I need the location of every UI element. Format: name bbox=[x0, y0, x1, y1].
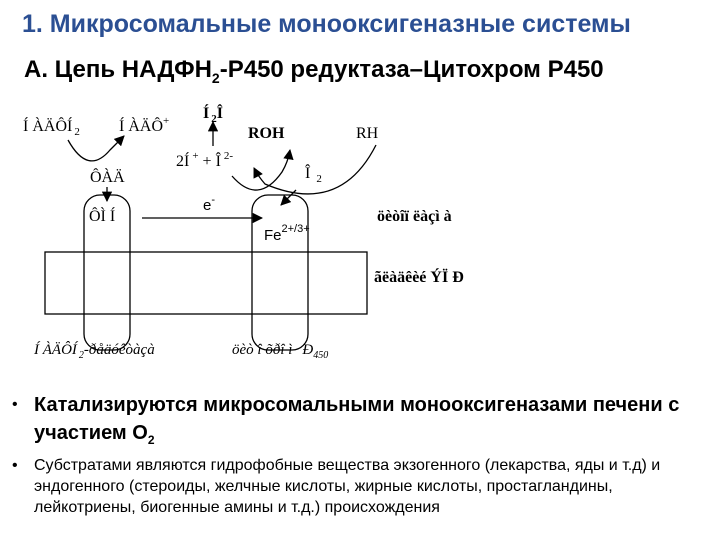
electron-label: e- bbox=[203, 194, 216, 214]
page-title: 1. Микросомальные монооксигеназные системы bbox=[22, 10, 631, 38]
nadph-label: Í ÀÄÔÍ $_2$ bbox=[23, 118, 80, 138]
bullet-text-subscript: 2 bbox=[147, 433, 155, 447]
subtitle-part-a: А. Цепь НАДФН bbox=[24, 56, 212, 83]
fad-label: ÔÀÄ bbox=[90, 169, 125, 186]
bullet-text: Субстратами являются гидрофобные вещества экзогенного (лекарства, яды и т.д) и эндогенного (стероиды, желчные кислоты, жирные кислоты, простагландины, лейкотриены, биогенные амины и т.д.) происхождения bbox=[34, 457, 661, 516]
substrate-arc bbox=[254, 145, 376, 194]
bullet-marker: • bbox=[12, 396, 18, 413]
nadp-label: Í ÀÄÔ+ bbox=[119, 115, 170, 135]
iron-label: $Fe^{2+/3+}$ bbox=[264, 223, 310, 244]
membrane bbox=[45, 252, 367, 314]
oxygen-label: Î $_2$ bbox=[305, 165, 322, 185]
subtitle-subscript: 2 bbox=[211, 69, 220, 86]
cytosol-label: öèòîï ëàçì à bbox=[377, 208, 452, 225]
membrane-label: ãëàäêèé ÝÏ Ð bbox=[374, 269, 464, 286]
bullet-text bbox=[34, 391, 704, 454]
bullet-text-main: Катализируются микросомальными монооксигеназами печени с участием О bbox=[34, 394, 680, 444]
fmn-label: ÔÌ Í bbox=[89, 208, 116, 225]
protons-arc bbox=[232, 150, 290, 190]
rh-label: RH bbox=[356, 125, 379, 142]
reductase-label: Í ÀÄÔÍ $_2$-ðåäóêòàçà bbox=[34, 342, 155, 361]
roh-label: ROH bbox=[248, 125, 285, 142]
subtitle-part-b: -Р450 редуктаза–Цитохром Р450 bbox=[219, 56, 604, 83]
bullet-marker: • bbox=[12, 457, 18, 474]
protons-label: 2Í + + Î $^{2-}$ bbox=[176, 150, 234, 170]
water-label: Í $_2$Î bbox=[203, 105, 223, 125]
cytochrome-label: öèò î õðî ì $Ð_{450}$ bbox=[232, 342, 329, 361]
nadph-arc bbox=[68, 136, 124, 161]
